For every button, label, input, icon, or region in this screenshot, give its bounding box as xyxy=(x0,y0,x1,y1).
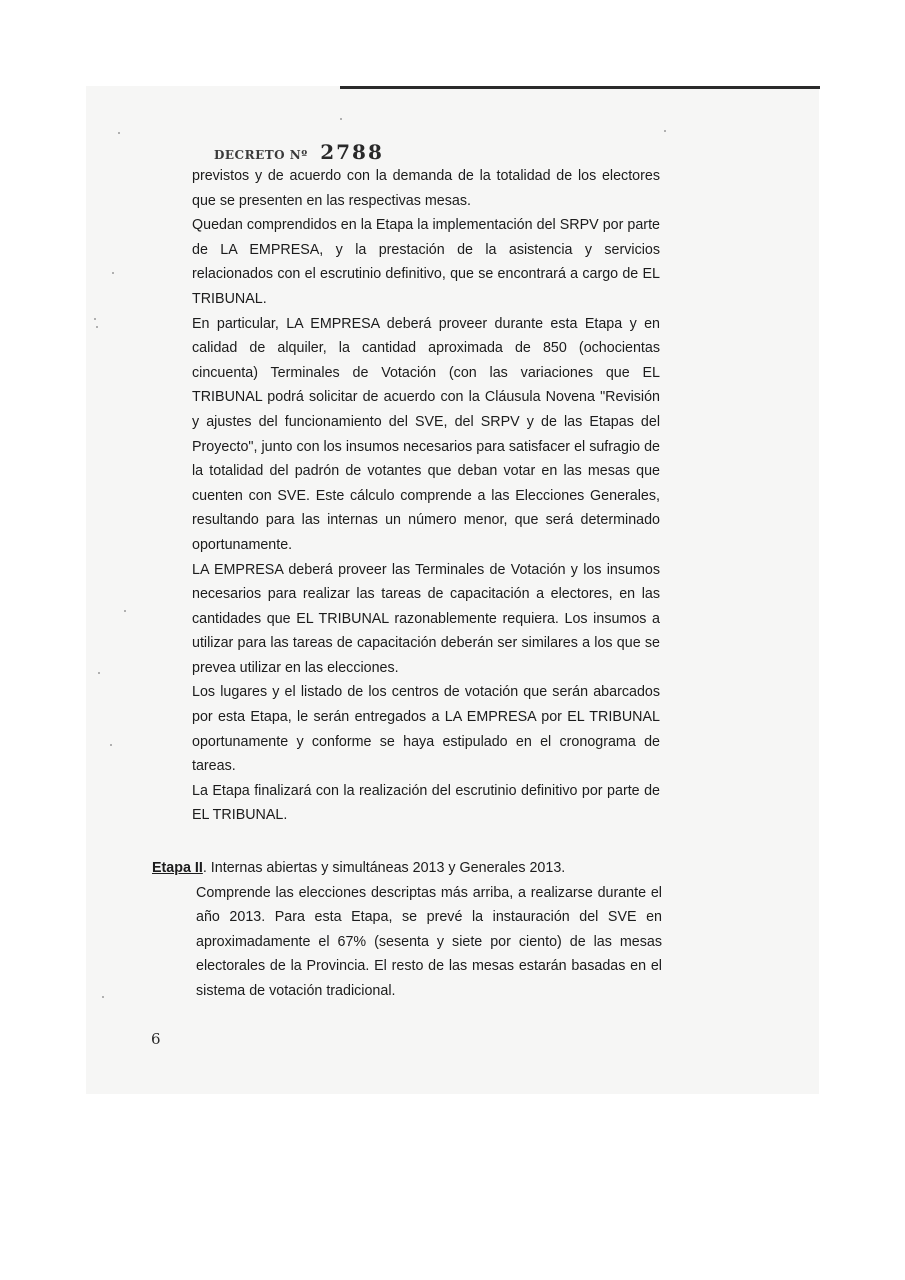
scan-speck xyxy=(124,610,126,612)
scan-speck xyxy=(118,132,120,134)
paragraph: previstos y de acuerdo con la demanda de la totalidad de los electores que se presenten en las respectivas mesas. xyxy=(192,168,660,209)
stage-two-title: . Internas abiertas y simultáneas 2013 y Generales 2013. xyxy=(202,860,566,876)
scan-speck xyxy=(96,326,98,328)
paragraph: En particular, LA EMPRESA deberá proveer durante esta Etapa y en calidad de alquiler, la cantidad aproximada de 850 (ochocientas cincuenta) Terminales de Votación (con las variaciones que EL TRIBUNAL podrá solicitar de acuerdo con la Cláusula Novena "Revisión y ajustes del funcionamiento del SVE, del SRPV y de las Etapas del Proyecto", junto con los insumos necesarios para satisfacer el sufragio de la totalidad del padrón de votantes que deban votar en las mesas que cuenten con SVE. Este cálculo comprende a las Elecciones Generales, resultando para las internas un número menor, que será determinado oportunamente. xyxy=(192,315,660,553)
stage-two-section xyxy=(152,856,662,1004)
paragraph: Los lugares y el listado de los centros de votación que serán abarcados por esta Etapa, le serán entregados a LA EMPRESA por EL TRIBUNAL oportunamente y conforme se haya estipulado en el cronograma de tareas. xyxy=(192,684,660,775)
page-number: 6 xyxy=(151,1030,161,1048)
paragraph: LA EMPRESA deberá proveer las Terminales de Votación y los insumos necesarios para realizar las tareas de capacitación a electores, en las cantidades que EL TRIBUNAL razonablemente requiera. Los insumos a utilizar para las tareas de capacitación deberán ser similares a los que se prevea utilizar en las elecciones. xyxy=(192,561,660,676)
decree-number: 2788 xyxy=(320,140,384,164)
scan-speck xyxy=(110,744,112,746)
scan-speck xyxy=(94,318,96,320)
stage-two-label: Etapa II xyxy=(152,860,203,876)
decree-stamp xyxy=(214,140,384,164)
body-text xyxy=(192,164,660,828)
stage-two-heading xyxy=(152,856,662,881)
scan-speck xyxy=(340,118,342,120)
scan-speck xyxy=(98,672,100,674)
stage-two-description: Comprende las elecciones descriptas más arriba, a realizarse durante el año 2013. Para esta Etapa, se prevé la instauración del SVE en aproximadamente el 67% (sesenta y siete por ciento) de las mesas electorales de la Provincia. El resto de las mesas estarán basadas en el sistema de votación tradicional. xyxy=(196,884,662,999)
scan-speck xyxy=(112,272,114,274)
top-edge-rule xyxy=(340,86,820,89)
paragraph: Quedan comprendidos en la Etapa la implementación del SRPV por parte de LA EMPRESA, y la prestación de la asistencia y servicios relacionados con el escrutinio definitivo, que se encontrará a cargo de EL TRIBUNAL. xyxy=(192,217,660,307)
paragraph: La Etapa finalizará con la realización del escrutinio definitivo por parte de EL TRIBUNAL. xyxy=(192,782,660,824)
decree-label: DECRETO Nº xyxy=(214,148,308,162)
scan-speck xyxy=(664,130,666,132)
scan-speck xyxy=(102,996,104,998)
